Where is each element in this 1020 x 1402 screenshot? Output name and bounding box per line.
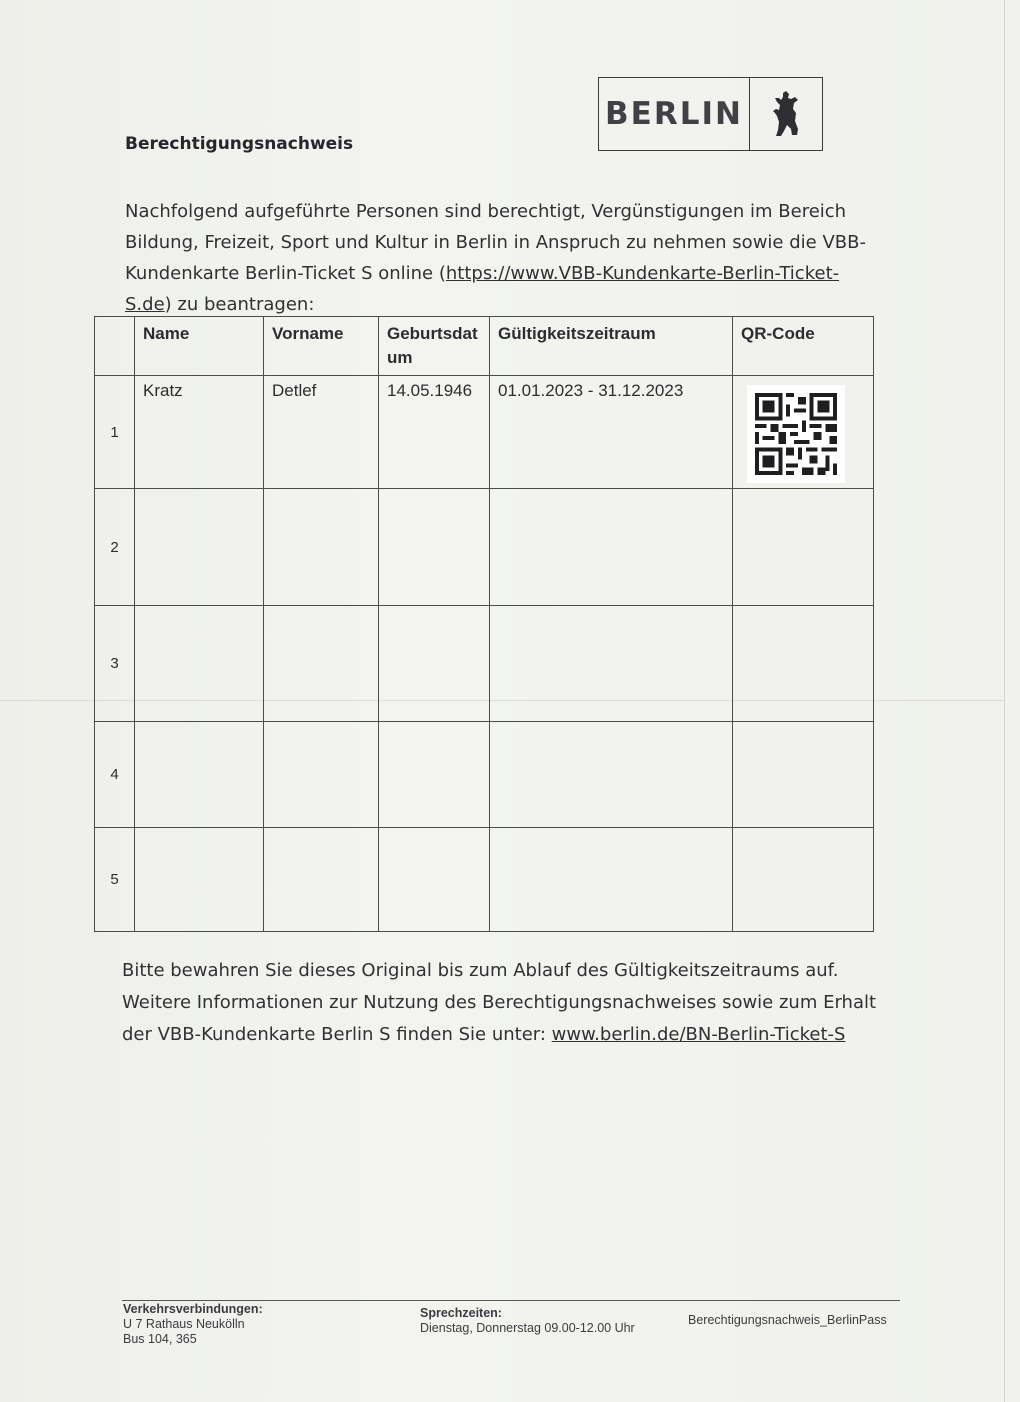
footer-transport-label: Verkehrsverbindungen: [123, 1302, 263, 1316]
row-number: 3 [95, 606, 135, 722]
header-qr-code: QR-Code [733, 317, 874, 376]
cell-zeitraum [490, 606, 733, 722]
header-name: Name [135, 317, 264, 376]
intro-paragraph [125, 196, 885, 320]
header-geburtsdatum: Geburtsdatum [379, 317, 490, 376]
table-row [95, 828, 874, 932]
cell-geburtsdatum [379, 606, 490, 722]
table-row [95, 722, 874, 828]
cell-name [135, 606, 264, 722]
cell-geburtsdatum [379, 489, 490, 606]
cell-zeitraum [490, 828, 733, 932]
footer-transport-line2: Bus 104, 365 [123, 1332, 197, 1346]
row-number: 4 [95, 722, 135, 828]
closing-text: Bitte bewahren Sie dieses Original bis zum Ablauf des Gültigkeitszeitraums auf. Weitere Informationen zur Nutzung des Berechtigungsnachweises sowie zum Erhalt der VBB-Kundenkarte Berlin S finden Sie unter: [122, 960, 877, 1045]
logo-text: BERLIN [599, 78, 750, 150]
cell-vorname [264, 606, 379, 722]
cell-geburtsdatum: 14.05.1946 [379, 376, 490, 489]
intro-text-end: ) zu beantragen: [164, 294, 315, 315]
table-row [95, 376, 874, 489]
cell-qr [733, 606, 874, 722]
cell-name: Kratz [135, 376, 264, 489]
cell-name [135, 489, 264, 606]
header-num [95, 317, 135, 376]
footer-office-hours [420, 1306, 635, 1336]
cell-name [135, 722, 264, 828]
cell-qr [733, 722, 874, 828]
qr-code-icon [747, 385, 845, 483]
cell-vorname [264, 722, 379, 828]
cell-geburtsdatum [379, 828, 490, 932]
cell-vorname [264, 828, 379, 932]
cell-vorname: Detlef [264, 376, 379, 489]
row-number: 5 [95, 828, 135, 932]
cell-zeitraum: 01.01.2023 - 31.12.2023 [490, 376, 733, 489]
intro-text: Nachfolgend aufgeführte Personen sind berechtigt, Vergünstigungen im Bereich Bildung, Freizeit, Sport und Kultur in Berlin in Anspruch zu nehmen sowie die VBB-Kundenkarte Berlin-Ticket S online ( [125, 201, 866, 284]
header-vorname: Vorname [264, 317, 379, 376]
document-title: Berechtigungsnachweis [125, 134, 354, 154]
cell-vorname [264, 489, 379, 606]
cell-name [135, 828, 264, 932]
berlin-logo [598, 77, 823, 151]
row-number: 1 [95, 376, 135, 489]
cell-qr [733, 828, 874, 932]
bear-icon [750, 78, 822, 150]
footer-hours-line1: Dienstag, Donnerstag 09.00-12.00 Uhr [420, 1321, 635, 1335]
closing-paragraph [122, 955, 882, 1051]
cell-qr [733, 489, 874, 606]
row-number: 2 [95, 489, 135, 606]
cell-geburtsdatum [379, 722, 490, 828]
footer-transport [123, 1302, 263, 1347]
footer-doc-name: Berechtigungsnachweis_BerlinPass [688, 1313, 887, 1327]
footer-divider [122, 1300, 900, 1301]
footer-hours-label: Sprechzeiten: [420, 1306, 502, 1320]
table-header-row [95, 317, 874, 376]
footer-transport-line1: U 7 Rathaus Neukölln [123, 1317, 245, 1331]
table-row [95, 606, 874, 722]
persons-table [94, 316, 874, 932]
cell-qr [733, 376, 874, 489]
table-row [95, 489, 874, 606]
berlin-info-link[interactable]: www.berlin.de/BN-Berlin-Ticket-S [551, 1024, 846, 1045]
footer-document-name [688, 1313, 887, 1328]
header-gueltigkeitszeitraum: Gültigkeitszeitraum [490, 317, 733, 376]
cell-zeitraum [490, 489, 733, 606]
vbb-link[interactable]: https://www.VBB-Kundenkarte-Berlin-Ticket-S.de [125, 263, 840, 315]
cell-zeitraum [490, 722, 733, 828]
